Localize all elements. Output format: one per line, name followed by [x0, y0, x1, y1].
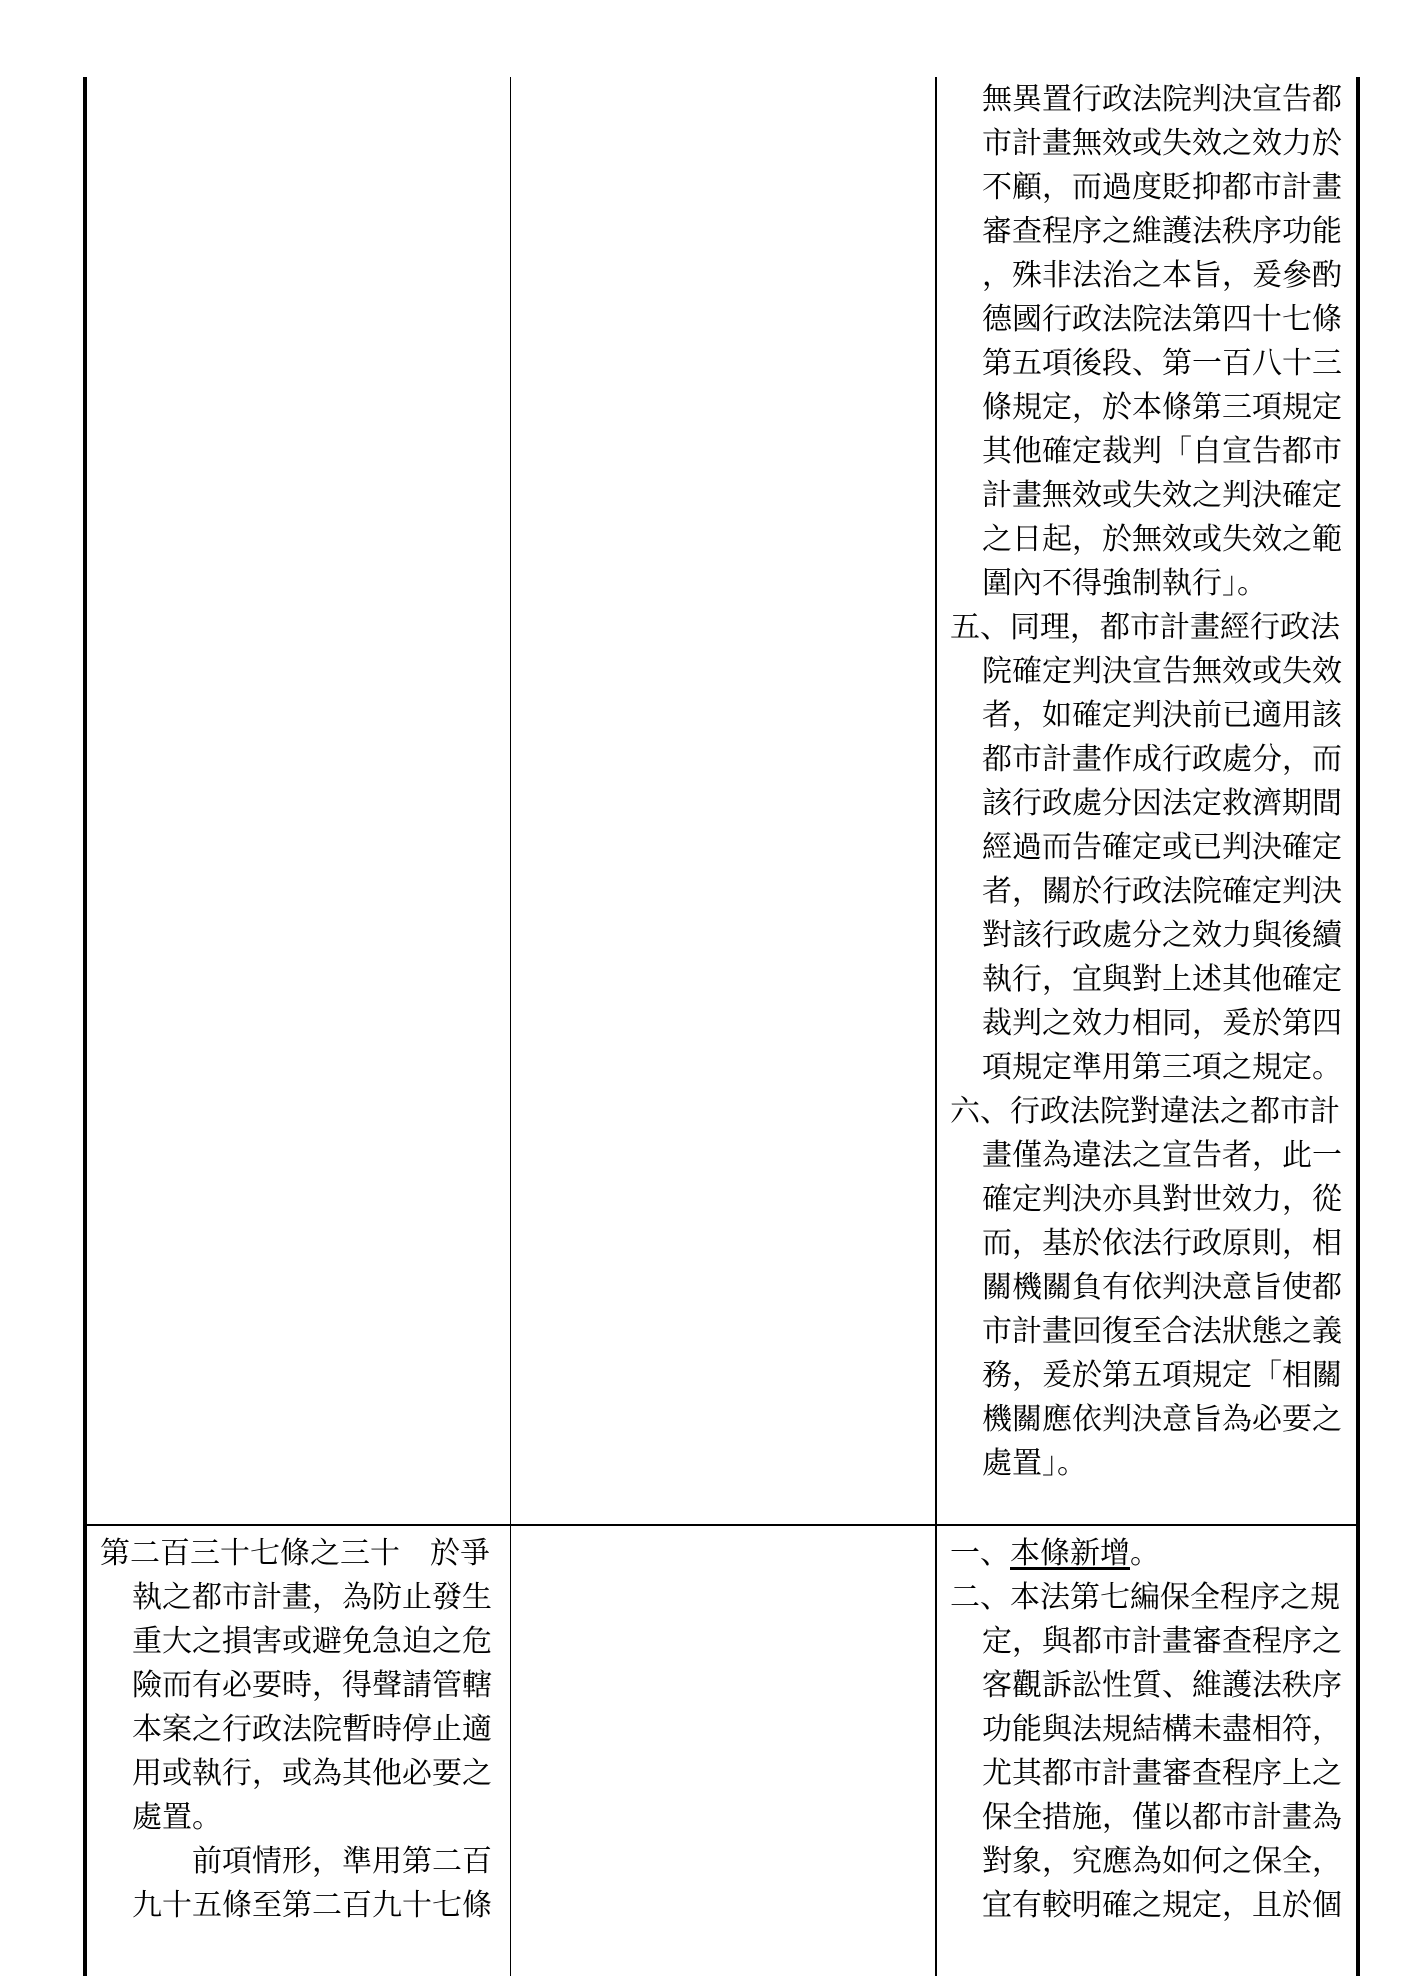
text-line	[950, 1532, 1350, 1576]
text-line: 德國行政法院法第四十七條	[982, 302, 1342, 337]
item-number: 一、	[950, 1536, 1010, 1571]
table-left-border	[83, 77, 87, 1976]
text-line: 二、本法第七編保全程序之規	[950, 1580, 1340, 1615]
text-line: 前項情形，準用第二百	[192, 1844, 492, 1879]
text-line: 對該行政處分之效力與後續	[982, 918, 1342, 953]
text-line: 定，與都市計畫審查程序之	[982, 1624, 1342, 1659]
text-line: 之日起，於無效或失效之範	[982, 522, 1342, 557]
text-line: 六、行政法院對違法之都市計	[950, 1094, 1340, 1129]
text-line: 畫僅為違法之宣告者，此一	[982, 1138, 1342, 1173]
text-line: 裁判之效力相同，爰於第四	[982, 1006, 1342, 1041]
text-line: 本案之行政法院暫時停止適	[132, 1712, 492, 1747]
text-line: 市計畫無效或失效之效力於	[982, 126, 1342, 161]
text-line: 險而有必要時，得聲請管轄	[132, 1668, 492, 1703]
underlined-text: 本條新增	[1010, 1536, 1130, 1571]
text-line: 者，關於行政法院確定判決	[982, 874, 1342, 909]
text-line: 經過而告確定或已判決確定	[982, 830, 1342, 865]
text-line: 客觀訴訟性質、維護法秩序	[982, 1668, 1342, 1703]
text-line: 院確定判決宣告無效或失效	[982, 654, 1342, 689]
row2-explanation-cell	[950, 1532, 1350, 1928]
text-line: 而，基於依法行政原則，相	[982, 1226, 1342, 1261]
text-line: 其他確定裁判「自宣告都市	[982, 434, 1342, 469]
text-line: 者，如確定判決前已適用該	[982, 698, 1342, 733]
column-divider-2	[935, 77, 937, 1976]
text-line: 處置」。	[982, 1446, 1087, 1481]
text-line: 該行政處分因法定救濟期間	[982, 786, 1342, 821]
text-line: 五、同理，都市計畫經行政法	[950, 610, 1340, 645]
text-line: 計畫無效或失效之判決確定	[982, 478, 1342, 513]
punctuation: 。	[1130, 1536, 1160, 1571]
text-line: 重大之損害或避免急迫之危	[132, 1624, 492, 1659]
text-line: 用或執行，或為其他必要之	[132, 1756, 492, 1791]
text-line: 市計畫回復至合法狀態之義	[982, 1314, 1342, 1349]
text-line: 關機關負有依判決意旨使都	[982, 1270, 1342, 1305]
table-right-border	[1356, 77, 1360, 1976]
text-line: 審查程序之維護法秩序功能	[982, 214, 1342, 249]
text-line: 第五項後段、第一百八十三	[982, 346, 1342, 381]
row-divider	[83, 1524, 1360, 1526]
text-line: 處置。	[132, 1800, 222, 1835]
row2-article-cell	[100, 1532, 505, 1928]
text-line: 尤其都市計畫審查程序上之	[982, 1756, 1342, 1791]
text-line: 保全措施，僅以都市計畫為	[982, 1800, 1342, 1835]
text-line: ，殊非法治之本旨，爰參酌	[982, 258, 1342, 293]
text-line: 機關應依判決意旨為必要之	[982, 1402, 1342, 1437]
row1-explanation-cell	[950, 78, 1350, 1486]
text-line: 條規定，於本條第三項規定	[982, 390, 1342, 425]
text-line: 第二百三十七條之三十 於爭	[100, 1536, 490, 1571]
column-divider-1	[510, 77, 511, 1976]
text-line: 不顧，而過度貶抑都市計畫	[982, 170, 1342, 205]
text-line: 都市計畫作成行政處分，而	[982, 742, 1342, 777]
text-line: 九十五條至第二百九十七條	[132, 1888, 492, 1923]
text-line: 功能與法規結構未盡相符，	[982, 1712, 1342, 1747]
text-line: 確定判決亦具對世效力，從	[982, 1182, 1342, 1217]
text-line: 圍內不得強制執行」。	[982, 566, 1267, 601]
text-line: 對象，究應為如何之保全，	[982, 1844, 1342, 1879]
text-line: 執行，宜與對上述其他確定	[982, 962, 1342, 997]
text-line: 項規定準用第三項之規定。	[982, 1050, 1342, 1085]
text-line: 務，爰於第五項規定「相關	[982, 1358, 1342, 1393]
text-line: 無異置行政法院判決宣告都	[982, 82, 1342, 117]
text-line: 宜有較明確之規定，且於個	[982, 1888, 1342, 1923]
text-line: 執之都市計畫，為防止發生	[132, 1580, 492, 1615]
